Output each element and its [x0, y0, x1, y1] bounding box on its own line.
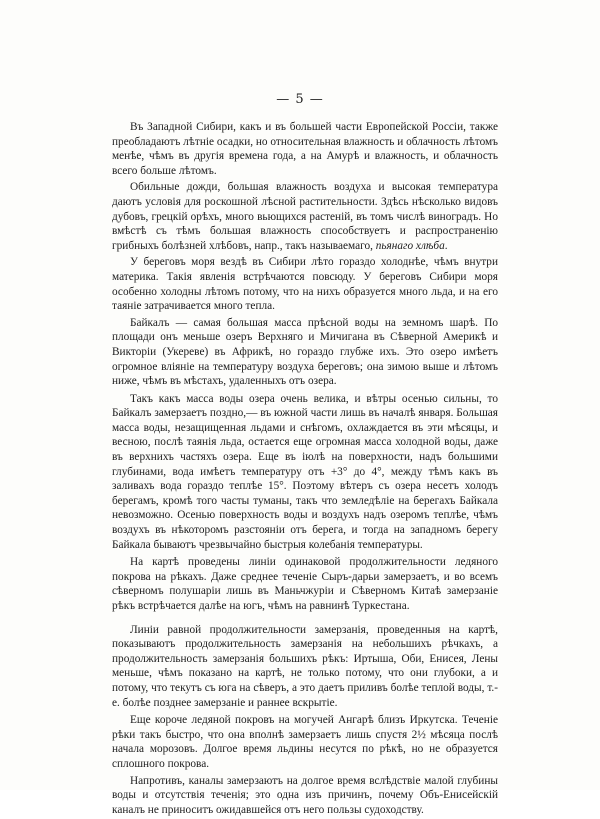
paragraph-baikal-freezing: Такъ какъ масса воды озера очень велика, и вѣтры осенью сильны, то Байкалъ замерзаетъ поздно,— въ южной части лишь въ началѣ января. Большая масса воды, незащищенная льдами и снѣгомъ, охлаждается въ эти мѣсяцы, и весною, послѣ таянія льда, остается еще огромная масса холодной воды, даже въ верхнихъ частяхъ озера. Еще въ іюлѣ на поверхности, надъ большими глубинами, вода имѣетъ температуру отъ +3° до 4°, между тѣмъ какъ въ заливахъ вода гораздо теплѣе 15°. Поэтому вѣтеръ съ озера несетъ холодъ берегамъ, кромѣ того часты туманы, такъ что земледѣліе на берегахъ Байкала невозможно. Осенью поверхность воды и воздухъ надъ озеромъ теплѣе, чѣмъ воздухъ въ нѣкоторомъ разстояніи отъ берега, и тогда на западномъ берегу Байкала бываютъ чрезвычайно быстрыя колебанія температуры. — [112, 392, 498, 551]
body-text — [112, 120, 498, 819]
paragraph-west-siberia: Въ Западной Сибири, какъ и въ большей части Европейской Россіи, также преобладаютъ лѣтніе осадки, но относительная влажность и облачность лѣтомъ менѣе, чѣмъ въ другія времена года, а на Амурѣ и влажность, и облачность всего больше лѣтомъ. — [112, 121, 498, 177]
paragraph-forests-italic: пьянаго хлѣба — [375, 239, 445, 252]
paragraph-canals: Напротивъ, каналы замерзаютъ на долгое время вслѣдствіе малой глубины воды и отсутствія теченія; это одна изъ причинъ, почему Объ-Енисейскій каналъ не приноситъ ожидавшейся отъ него пользы судоходству. — [112, 774, 498, 816]
paragraph-forests-end: . — [444, 239, 448, 252]
paragraph-sea-coast: У береговъ моря вездѣ въ Сибири лѣто гораздо холоднѣе, чѣмъ внутри материка. Такія явленія встрѣчаются повсюду. У береговъ Сибири моря особенно холодны лѣтомъ потому, что на нихъ образуется много льда, и на его таяніе затрачивается много тепла. — [112, 256, 498, 313]
paragraph-forests — [112, 180, 498, 253]
paragraph-baikal: Байкалъ — самая большая масса прѣсной воды на земномъ шарѣ. По площади онъ меньше озеръ Верхняго и Мичигана въ Сѣверной Америкѣ и Викторіи (Укереве) въ Африкѣ, но гораздо глубже ихъ. Это озеро имѣетъ огромное вліяніе на температуру воздуха береговъ; она зимою выше и лѣтомъ ниже, чѣмъ въ мѣстахъ, удаленныхъ отъ озера. — [112, 316, 498, 388]
paragraph-angara: Еще короче ледяной покровъ на могучей Ангарѣ близъ Иркутска. Теченіе рѣки такъ быстро, что она вполнѣ замерзаетъ лишь спустя 2½ мѣсяца послѣ начала морозовъ. Долгое время льдины несутся по рѣкѣ, но не образуется сплошного покрова. — [112, 714, 498, 770]
paragraph-forests-text: Обильные дожди, большая влажность воздуха и высокая температура даютъ условія для роскошной лѣсной растительности. Здѣсь нѣсколько видовъ дубовъ, грецкій орѣхъ, много вьющихся растеній, въ томъ числѣ виноградъ. Но вмѣстѣ съ тѣмъ большая влажность способствуетъ и распространенію грибныхъ болѣзней хлѣбовъ, напр., такъ называемаго, — [112, 181, 498, 252]
paragraph-freeze-lines: Линіи равной продолжительности замерзанія, проведенныя на картѣ, показываютъ продолжительность замерзанія на небольшихъ рѣчкахъ, а продолжительность замерзанія большихъ рѣкъ: Иртыша, Оби, Енисея, Лены меньше, чѣмъ показано на картѣ, не только потому, что они глубоки, а и потому, что текутъ съ юга на сѣверъ, а это даетъ приливъ болѣе теплой воды, т.-е. болѣе позднее замерзаніе и раннее вскрытіе. — [112, 623, 498, 709]
paragraph-ice-map: На картѣ проведены линіи одинаковой продолжительности ледяного покрова на рѣкахъ. Даже среднее теченіе Сыръ-дарьи замерзаетъ, и во всемъ сѣверномъ полушаріи лишь въ Маньчжуріи и Сѣверномъ Китаѣ замерзаніе рѣкъ встрѣчается далѣе на югъ, чѣмъ на равнинѣ Туркестана. — [112, 556, 498, 612]
page-number: — 5 — — [276, 92, 324, 107]
